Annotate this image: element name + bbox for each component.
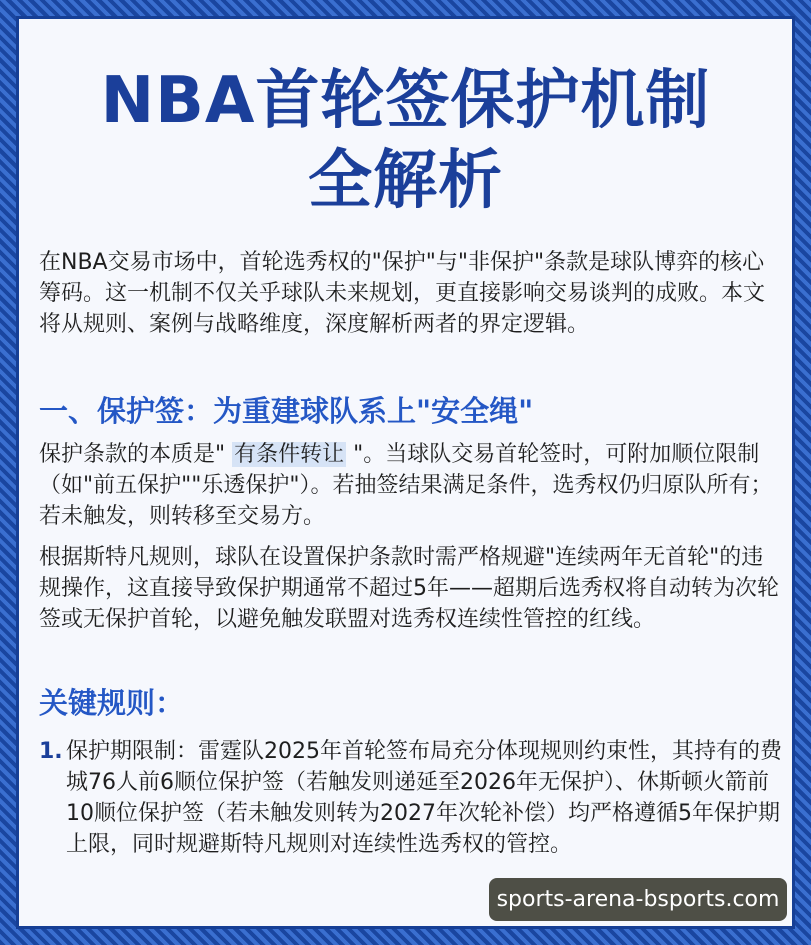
section1-paragraph1 <box>39 439 784 532</box>
list-item-number: 1. <box>39 739 63 764</box>
page-title-line2: 全解析 <box>308 144 503 218</box>
article-card <box>16 16 795 929</box>
watermark-badge: sports-arena-bsports.com <box>489 878 787 921</box>
list-item-text: 保护期限制：雷霆队2025年首轮签布局充分体现规则约束性，其持有的费城76人前6顺位保护签（若触发则递延至2026年无保护）、休斯顿火箭前10顺位保护签（若未触发则转为2027年次轮补偿）均严格遵循5年保护期上限，同时规避斯特凡规则对连续性选秀权的管控。 <box>66 739 782 857</box>
section1-heading: 一、保护签：为重建球队系上"安全绳" <box>39 394 534 428</box>
highlight-text: 有条件转让 <box>234 442 345 467</box>
section1-paragraph2: 根据斯特凡规则，球队在设置保护条款时需严格规避"连续两年无首轮"的违规操作，这直接导致保护期通常不超过5年——超期后选秀权将自动转为次轮签或无保护首轮，以避免触发联盟对选秀权连续性管控的红线。 <box>39 545 779 632</box>
intro-paragraph: 在NBA交易市场中，首轮选秀权的"保护"与"非保护"条款是球队博弈的核心筹码。这一机制不仅关乎球队未来规划，更直接影响交易谈判的成败。本文将从规则、案例与战略维度，深度解析两者的界定逻辑。 <box>39 250 766 337</box>
page-title-line1: NBA首轮签保护机制 <box>100 64 711 138</box>
section1-p1-pre: 保护条款的本质是" <box>39 442 233 467</box>
section1-p1-post: "。当球队交易首轮签时，可附加顺位限制（如"前五保护""乐透保护"）。若抽签结果满足条件，选秀权仍归原队所有；若未触发，则转移至交易方。 <box>39 442 773 529</box>
key-rules-heading: 关键规则： <box>39 686 185 720</box>
